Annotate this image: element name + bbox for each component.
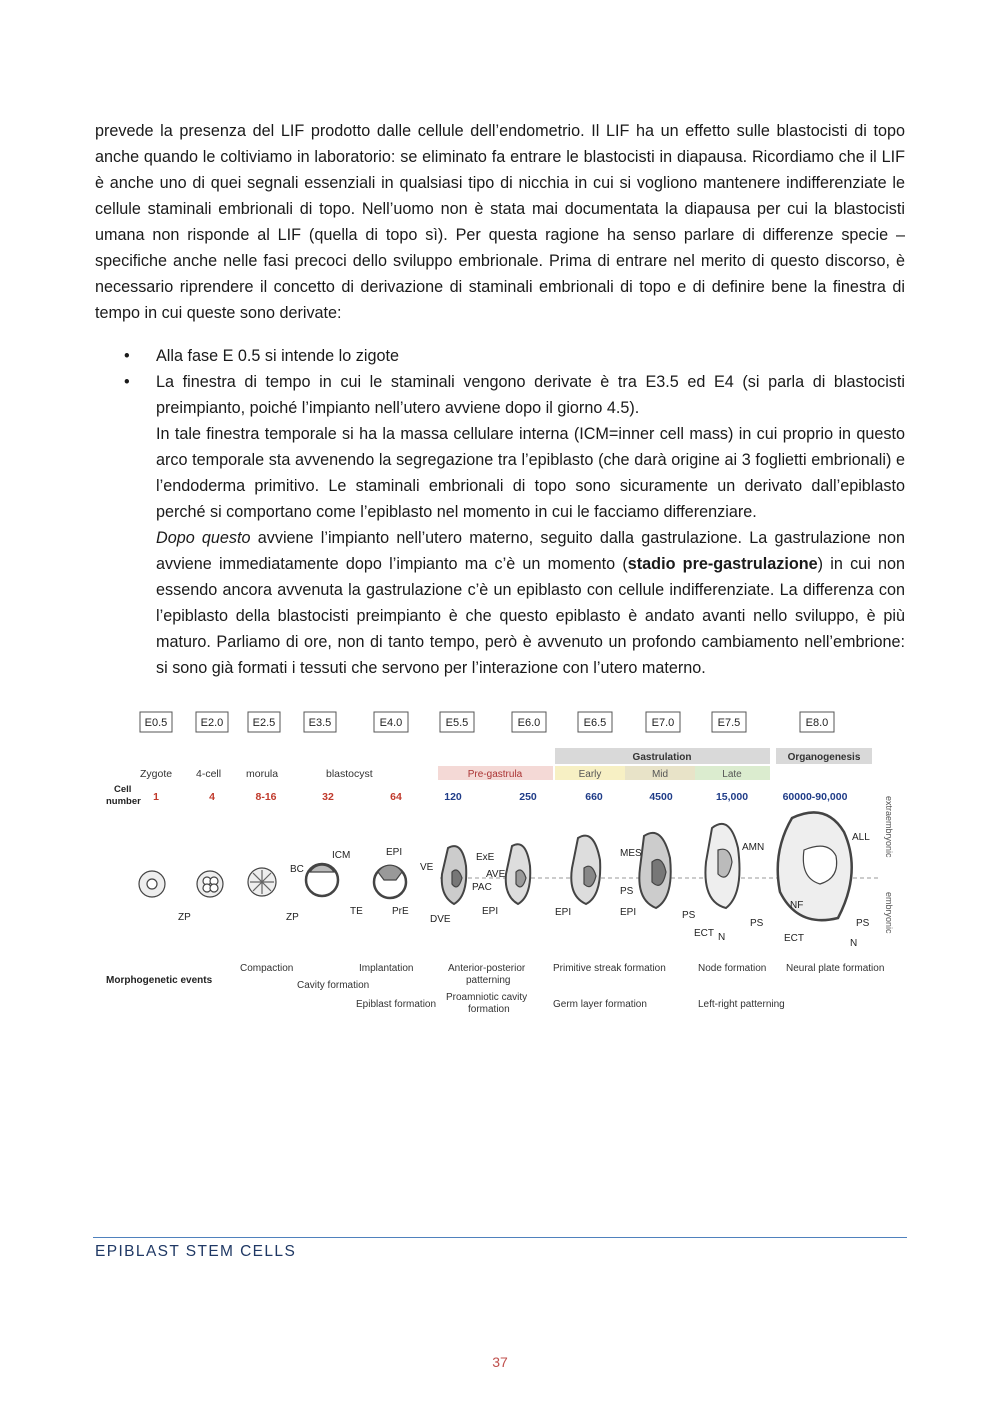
cell-count: 8-16 xyxy=(255,791,277,803)
cell-count: 4500 xyxy=(649,791,673,803)
epi-label: EPI xyxy=(620,907,637,918)
ect-label: ECT xyxy=(784,933,804,944)
bc-label: BC xyxy=(290,864,304,875)
event-label: Proamniotic cavity xyxy=(446,992,528,1003)
ps-label: PS xyxy=(750,918,764,929)
epi-label: EPI xyxy=(555,907,572,918)
gastrulation-label: Gastrulation xyxy=(632,752,692,763)
footer-divider xyxy=(93,1237,907,1238)
event-label: Epiblast formation xyxy=(356,999,437,1010)
stage-label: E4.0 xyxy=(379,717,403,729)
morula-label: morula xyxy=(246,768,279,780)
te-label: TE xyxy=(350,906,363,917)
cell-count: 4 xyxy=(209,791,215,803)
event-label: Neural plate formation xyxy=(786,963,885,974)
blastocyst-label: blastocyst xyxy=(326,768,373,780)
stage-label: E3.5 xyxy=(308,717,332,729)
stage-label: E0.5 xyxy=(144,717,168,729)
ave-label: AVE xyxy=(486,869,506,880)
pac-label: PAC xyxy=(472,882,492,893)
cell-count: 120 xyxy=(444,791,462,803)
morph-title: Morphogenetic events xyxy=(106,975,213,986)
list-item xyxy=(120,369,905,421)
zp-label: ZP xyxy=(178,912,191,923)
body-paragraph: prevede la presenza del LIF prodotto dalle cellule dell’endometrio. Il LIF ha un effetto sulle blastocisti di topo anche quando le coltiviamo in laboratorio: se eliminato fa entrare le blastocisti in diapausa. Ricordiamo che il LIF è anche uno di quei segnali essenziali in qualsiasi tipo di nicchia in cui si vogliono mantenere indifferenziate le cellule staminali embrionali di topo. Nell’uomo non è stata mai documentata la diapausa per cui la blastocisti umana non risponde al LIF (quella di topo sì). Per questa ragione ha senso parlare di differenze specie – specifiche anche nelle fasi precoci dello sviluppo embrionale. Prima di entrare nel merito di questo discorso, è necessario riprendere il concetto di derivazione di staminali embrionali di topo e di definire bene la finestra di tempo in cui queste sono derivate: xyxy=(95,122,905,322)
bullet-list xyxy=(120,343,905,681)
event-label: patterning xyxy=(466,975,511,986)
sub-paragraph: In tale finestra temporale si ha la massa cellulare interna (ICM=inner cell mass) in cui proprio in questo arco temporale sta avvenendo la segregazione tra l’epiblasto (che darà origine ai 3 foglietti embrionali) e l’endoderma primitivo. Le staminali embrionali di topo sono sicuramente un derivato dall’epiblasto perché si comportano come l’epiblasto nel momento in cui le facciamo differenziare. xyxy=(156,425,905,521)
exe-label: ExE xyxy=(476,852,495,863)
organogenesis-label: Organogenesis xyxy=(787,752,861,763)
text-span: ) in cui non essendo ancora avvenuta la gastrulazione c’è un epiblasto con cellule indifferenziate. La differenza con l’epiblasto della blastocisti preimpianto è che questo epiblasto è andato avanti nello sviluppo, è più maturo. Parliamo di ore, non di tanto tempo, però è avvenuto un profondo cambiamento nell’embrione: si sono già formati i tessuti che servono per l’interazione con l’utero materno. xyxy=(156,555,906,677)
fourcell-label: 4-cell xyxy=(196,768,222,780)
page-number: 37 xyxy=(492,1354,508,1370)
ps-label: PS xyxy=(682,910,696,921)
zp-label: ZP xyxy=(286,912,299,923)
bullet-text: Alla fase E 0.5 si intende lo zigote xyxy=(156,347,399,365)
cell-count: 15,000 xyxy=(715,791,749,803)
cell-count: 1 xyxy=(153,791,159,803)
event-label: Germ layer formation xyxy=(553,999,647,1010)
cell-count: 660 xyxy=(585,791,603,803)
n-label: N xyxy=(850,938,858,949)
bullet-icon: • xyxy=(124,347,130,365)
event-label: Node formation xyxy=(698,963,767,974)
cell-number-label: number xyxy=(106,796,141,807)
italic-text: Dopo questo xyxy=(156,529,251,547)
ect-label: ECT xyxy=(694,928,714,939)
stage-label: E2.0 xyxy=(200,717,224,729)
list-item xyxy=(120,343,905,369)
sub-paragraph xyxy=(120,525,905,681)
ve-label: VE xyxy=(420,862,434,873)
text-span: avviene l’impianto nell’utero materno, seguito dalla gastrulazione. La gastrulazione non avviene immediatamente dopo l’impianto ma c’è un momento ( xyxy=(156,529,905,573)
stage-label: E7.0 xyxy=(651,717,675,729)
amn-label: AMN xyxy=(742,842,765,853)
cell-count: 60000-90,000 xyxy=(782,791,848,803)
event-label: Anterior-posterior xyxy=(448,963,526,974)
event-label: Implantation xyxy=(359,963,414,974)
epi-label: EPI xyxy=(482,906,499,917)
cell-count: 32 xyxy=(322,791,334,803)
mid-label: Mid xyxy=(651,769,669,780)
late-label: Late xyxy=(722,769,742,780)
footer-title: EPIBLAST STEM CELLS xyxy=(95,1243,297,1260)
event-label: Left-right patterning xyxy=(698,999,785,1010)
ps-label: PS xyxy=(856,918,870,929)
dve-label: DVE xyxy=(430,914,451,925)
stage-label: E7.5 xyxy=(717,717,741,729)
stage-label: E2.5 xyxy=(252,717,276,729)
epi-label: EPI xyxy=(386,847,403,858)
pregastrula-label: Pre-gastrula xyxy=(467,769,523,780)
zygote-label: Zygote xyxy=(140,768,173,780)
icm-label: ICM xyxy=(332,850,351,861)
event-label: formation xyxy=(468,1004,510,1015)
cell-number-label: Cell xyxy=(114,784,132,795)
event-label: Cavity formation xyxy=(297,980,370,991)
event-label: Compaction xyxy=(240,963,294,974)
all-label: ALL xyxy=(852,832,870,843)
extraembryonic-label: extraembryonic xyxy=(884,796,894,858)
event-label: Primitive streak formation xyxy=(553,963,666,974)
n-label: N xyxy=(718,932,726,943)
bold-text: stadio pre-gastrulazione xyxy=(627,555,818,573)
bullet-icon: • xyxy=(124,373,130,391)
cell-count: 64 xyxy=(390,791,402,803)
pre-label: PrE xyxy=(392,906,409,917)
development-figure xyxy=(100,700,900,1030)
early-label: Early xyxy=(578,769,602,780)
embryonic-label: embryonic xyxy=(884,892,894,934)
mes-label: MES xyxy=(620,848,642,859)
cell-count: 250 xyxy=(519,791,537,803)
ps-label: PS xyxy=(620,886,634,897)
stage-label: E6.5 xyxy=(583,717,607,729)
nf-label: NF xyxy=(790,900,804,911)
stage-label: E6.0 xyxy=(517,717,541,729)
bullet-text: La finestra di tempo in cui le staminali vengono derivate è tra E3.5 ed E4 (si parla di blastocisti preimpianto, poiché l’impianto nell’utero avviene dopo il giorno 4.5). xyxy=(156,373,905,417)
stage-label: E5.5 xyxy=(445,717,469,729)
stage-label: E8.0 xyxy=(805,717,829,729)
